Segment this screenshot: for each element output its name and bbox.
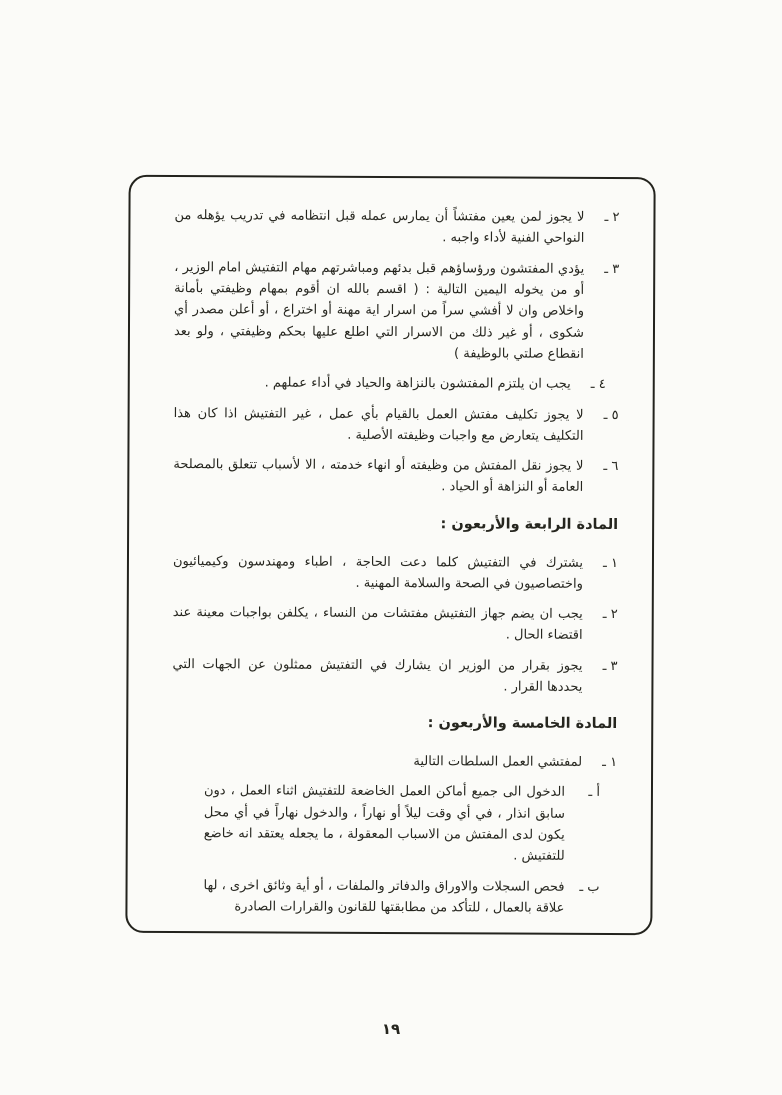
page-number: ١٩ (381, 1020, 401, 1038)
list-item (172, 654, 617, 699)
document-border (125, 175, 655, 935)
item-text: يؤدي المفتشون ورؤساؤهم قبل بدئهم ومباشرتهم مهام التفتيش امام الوزير ، أو من يخوله اليمين التالية : ( اقسم بالله ان أقوم بمهام وظيفتي بأمانة واخلاص وان لا أفشي سراً من اسرار اية مهنة أو اختراع ، أو أعلن مصدر أي شكوى ، أو غير ذلك من الاسرار التي اطلع عليها بحكم وظيفتي ، ولو بعد انقطاع صلتي بالوظيفة ) (173, 259, 585, 362)
item-marker: ٤ ـ (590, 377, 606, 393)
item-text: يشترك في التفتيش كلما دعت الحاجة ، اطباء ومهندسون وكيميائيون واختصاصيون في الصحة والسلامة المهنية . (172, 553, 584, 592)
item-text: فحص السجلات والاوراق والدفاتر والملفات ، أو أية وثائق اخرى ، لها علاقة بالعمال ، للتأكد من مطابقتها للقانون والقرارات الصادرة (203, 877, 565, 916)
item-marker: ٢ ـ (602, 607, 618, 623)
article-heading-44: المادة الرابعة والأربعون : (440, 515, 619, 533)
item-marker: ٢ ـ (604, 209, 620, 225)
item-text: لمفتشي العمل السلطات التالية (413, 754, 583, 770)
item-text: يجب ان يضم جهاز التفتيش مفتشات من النساء ، يكلفن بواجبات معينة عند اقتضاء الحال . (172, 605, 583, 644)
item-text: يجب ان يلتزم المفتشون بالنزاهة والحياد في أداء عملهم . (264, 375, 571, 392)
list-item (174, 205, 619, 250)
item-marker: ٦ ـ (603, 459, 619, 475)
item-marker: ٥ ـ (603, 407, 619, 423)
item-text: لا يجوز نقل المفتش من وظيفته أو انهاء خدمته ، الا لأسباب تتعلق بالمصلحة العامة أو النزاهة أو الحياد . (173, 457, 584, 496)
item-marker: ١ ـ (602, 755, 618, 771)
item-marker: ب ـ (579, 879, 600, 895)
item-text: لا يجوز لمن يعين مفتشاً أن يمارس عمله قبل انتظامه في تدريب يؤهله من النواحي الفنية لأداء واجبه . (174, 208, 585, 247)
list-item (172, 750, 617, 773)
list-item (173, 602, 618, 647)
item-text: لا يجوز تكليف مفتش العمل بالقيام بأي عمل ، غير التفتيش اذا كان هذا التكليف يتعارض مع واجبات وظيفته الأصلية . (173, 405, 584, 444)
list-item (173, 551, 618, 596)
item-marker: أ ـ (588, 785, 600, 801)
list-item (173, 403, 618, 448)
item-text: يجوز بقرار من الوزير ان يشارك في التفتيش ممثلون عن الجهات التي يحددها القرار . (172, 656, 583, 695)
item-text: الدخول الى جميع أماكن العمل الخاضعة للتفتيش اثناء العمل ، دون سابق انذار ، في أي وقت ليلاً أو نهاراً ، والدخول نهاراً في أي محل يكون لدى المفتش من الاسباب المعقولة ، ما يجعله يعتقد انه خاضع للتفتيش . (203, 783, 565, 865)
item-marker: ٣ ـ (602, 658, 618, 674)
page-content (127, 177, 653, 933)
item-marker: ٣ ـ (604, 261, 620, 277)
list-item (174, 372, 619, 395)
list-item (174, 257, 619, 366)
item-marker: ١ ـ (602, 555, 618, 571)
list-sub-item (171, 875, 616, 920)
list-sub-item (172, 781, 617, 868)
list-item (173, 454, 618, 499)
article-heading-45: المادة الخامسة والأربعون : (427, 715, 618, 733)
